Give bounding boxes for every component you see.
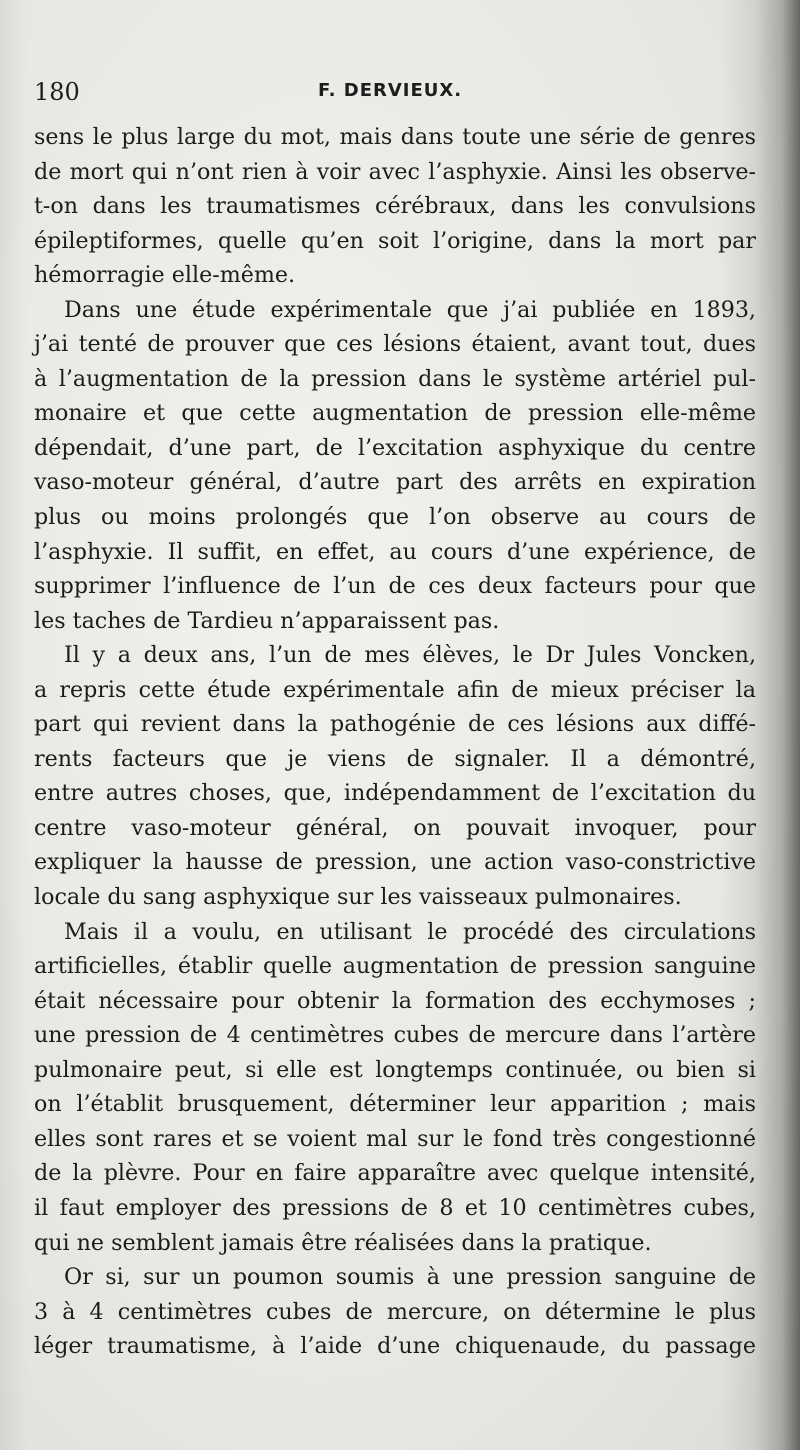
- text-line: hémorragie elle-même.: [34, 262, 296, 289]
- text-line: entre autres choses, que, indépendamment de l’excitation du: [34, 780, 756, 807]
- text-line: 3 à 4 centimètres cubes de mercure, on détermine le plus: [34, 1298, 756, 1325]
- text-line: épileptiformes, quelle qu’en soit l’origine, dans la mort par: [34, 227, 756, 254]
- text-line: il faut employer des pressions de 8 et 10 centimètres cubes,: [34, 1194, 756, 1221]
- text-line: rents facteurs que je viens de signaler. Il a démontré,: [34, 745, 756, 772]
- body-text: [34, 120, 756, 1364]
- page-number: 180: [34, 78, 80, 106]
- text-line: pulmonaire peut, si elle est longtemps continuée, ou bien si: [34, 1056, 756, 1083]
- text-line: dépendait, d’une part, de l’excitation asphyxique du centre: [34, 434, 756, 461]
- text-line: locale du sang asphyxique sur les vaisseaux pulmonaires.: [34, 884, 682, 911]
- text-line: de mort qui n’ont rien à voir avec l’asphyxie. Ainsi les observe-: [34, 158, 756, 185]
- text-line: part qui revient dans la pathogénie de ces lésions aux diffé-: [34, 711, 756, 738]
- text-line: artificielles, établir quelle augmentation de pression sanguine: [34, 953, 756, 980]
- text-line: était nécessaire pour obtenir la formation des ecchymoses ;: [34, 987, 756, 1014]
- text-line: Or si, sur un poumon soumis à une pression sanguine de: [64, 1264, 756, 1291]
- text-line: t-on dans les traumatismes cérébraux, dans les convulsions: [34, 193, 756, 220]
- text-line: centre vaso-moteur général, on pouvait invoquer, pour: [34, 814, 756, 841]
- text-line: sens le plus large du mot, mais dans toute une série de genres: [34, 124, 756, 150]
- text-line: elles sont rares et se voient mal sur le fond très congestionné: [34, 1125, 756, 1152]
- text-line: expliquer la hausse de pression, une action vaso-constrictive: [34, 849, 756, 876]
- text-line: léger traumatisme, à l’aide d’une chiquenaude, du passage: [34, 1333, 756, 1360]
- running-title: F. DERVIEUX.: [318, 80, 463, 101]
- page-header: [0, 74, 800, 108]
- text-line: j’ai tenté de prouver que ces lésions étaient, avant tout, dues: [34, 331, 756, 358]
- text-line: a repris cette étude expérimentale afin de mieux préciser la: [34, 676, 756, 703]
- text-line: supprimer l’influence de l’un de ces deux facteurs pour que: [34, 573, 756, 600]
- text-line: monaire et que cette augmentation de pression elle-même: [34, 400, 756, 427]
- text-line: plus ou moins prolongés que l’on observe au cours de: [34, 504, 756, 531]
- text-line: une pression de 4 centimètres cubes de mercure dans l’artère: [34, 1022, 756, 1049]
- text-line: les taches de Tardieu n’apparaissent pas.: [34, 607, 500, 634]
- text-line: qui ne semblent jamais être réalisées dans la pratique.: [34, 1229, 652, 1256]
- text-line: à l’augmentation de la pression dans le système artériel pul-: [34, 365, 756, 392]
- text-line: de la plèvre. Pour en faire apparaître avec quelque intensité,: [34, 1160, 756, 1187]
- text-line: Mais il a voulu, en utilisant le procédé des circulations: [64, 918, 756, 945]
- text-line: l’asphyxie. Il suffit, en effet, au cours d’une expérience, de: [34, 538, 756, 565]
- text-line: Dans une étude expérimentale que j’ai publiée en 1893,: [64, 296, 756, 323]
- text-line: on l’établit brusquement, déterminer leur apparition ; mais: [34, 1091, 756, 1118]
- text-line: vaso-moteur général, d’autre part des arrêts en expiration: [34, 469, 756, 496]
- text-line: Il y a deux ans, l’un de mes élèves, le Dr Jules Voncken,: [64, 642, 756, 669]
